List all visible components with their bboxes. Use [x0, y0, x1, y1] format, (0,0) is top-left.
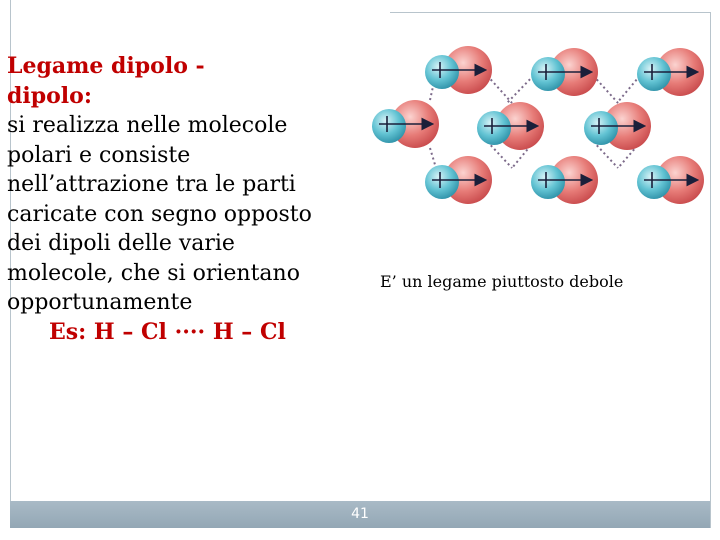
dipole-molecule	[425, 46, 492, 94]
slide-description: si realizza nelle molecole polari e consiste nell’attrazione tra le parti caricate con segno opposto dei dipoli delle varie molecole, che si orientano opportunamente	[7, 113, 312, 315]
slide-heading: Legame dipolo - dipolo:	[7, 53, 205, 109]
page-number: 41	[351, 506, 369, 522]
dipole-molecule	[531, 48, 598, 96]
positive-pole	[425, 55, 459, 89]
dipole-molecule	[637, 48, 704, 96]
dipole-molecule	[372, 100, 439, 148]
dipole-molecule	[477, 102, 544, 150]
dipole-molecule	[584, 102, 651, 150]
positive-pole	[477, 111, 511, 145]
positive-pole	[584, 111, 618, 145]
slide-frame-top	[390, 12, 710, 13]
positive-pole	[637, 165, 671, 199]
positive-pole	[372, 109, 406, 143]
positive-pole	[531, 165, 565, 199]
slide-frame-right	[710, 12, 711, 528]
positive-pole	[425, 165, 459, 199]
slide-caption: E’ un legame piuttosto debole	[380, 272, 624, 291]
positive-pole	[531, 57, 565, 91]
slide-body	[7, 52, 352, 347]
dipole-molecules-illustration	[372, 28, 704, 218]
slide-example: Es: H – Cl ···· H – Cl	[49, 318, 286, 345]
dipole-molecule	[531, 156, 598, 204]
positive-pole	[637, 57, 671, 91]
dipole-molecule	[637, 156, 704, 204]
